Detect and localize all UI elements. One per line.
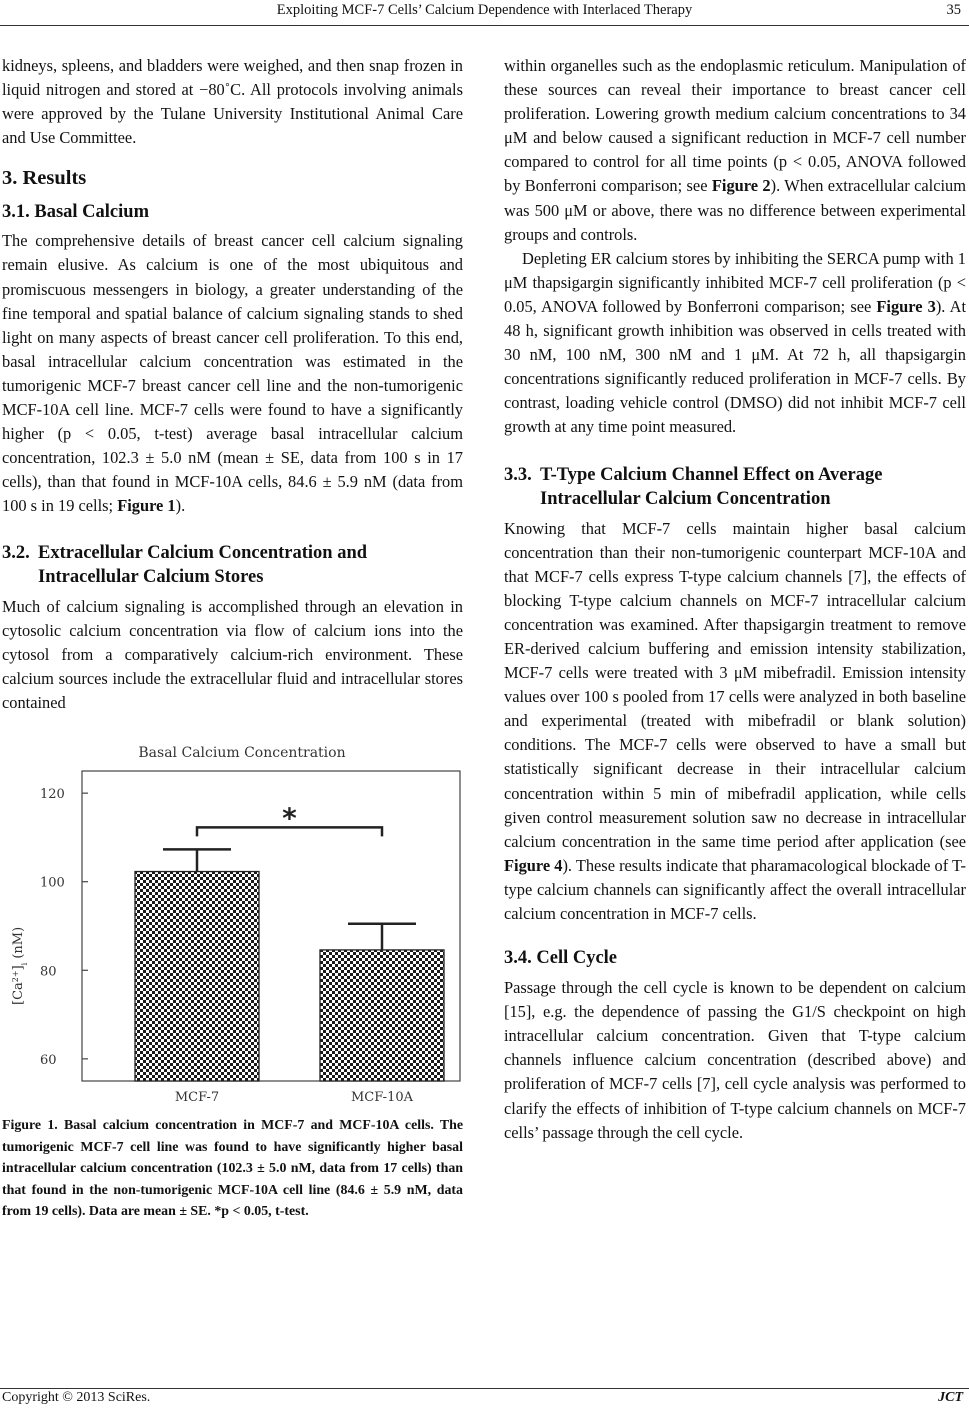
- copyright-notice: Copyright © 2013 SciRes.: [2, 1390, 151, 1405]
- journal-abbreviation: JCT: [938, 1390, 963, 1405]
- y-tick-label: 80: [40, 964, 57, 980]
- x-category-label: MCF-10A: [350, 1089, 414, 1105]
- header-rule: [0, 25, 969, 26]
- figure-4-reference[interactable]: Figure 4: [504, 855, 563, 875]
- paragraph-thapsigargin: Depleting ER calcium stores by inhibiting the SERCA pump with 1 μM thapsigargin significantly inhibited MCF-7 cell proliferation (p < 0.05, ANOVA followed by Bonferroni comparison; see Figure 3). At 48 h, significant growth inhibition was observed in cells treated with 30 nM, 100 nM, 300 nM and 1 μM. At 72 h, all thapsigargin concentrations significantly reduced proliferation in MCF-7 cells. By contrast, loading vehicle control (DMSO) did not inhibit MCF-7 cell growth at any time point measured.: [504, 248, 967, 437]
- paragraph-cell-cycle: Passage through the cell cycle is known to be dependent on calcium [15], e.g. the dependence of passing the G1/S checkpoint on high intracellular calcium concentration. Given that T-type calcium channels influence calcium concentration (described above) and proliferation of MCF-7 cells [7], cell cycle analysis was performed to clarify the effects of inhibition of T-type calcium channels on MCF-7 cells’ passage through the cell cycle.: [504, 978, 966, 1142]
- x-category-label: MCF-7: [174, 1089, 220, 1105]
- figure-1-reference[interactable]: Figure 1: [117, 496, 176, 516]
- figure-2-reference[interactable]: Figure 2: [711, 176, 771, 196]
- y-tick-label: 100: [40, 875, 65, 891]
- paragraph-basal-calcium: The comprehensive details of breast cancer cell calcium signaling remain elusive. As calcium is one of the most ubiquitous and promiscuous messengers in biology, a greater understanding of the fine temporal and spatial balance of calcium signaling stands to shed light on many aspects of breast cancer cell proliferation. To this end, basal intracellular calcium concentration was estimated in the tumorigenic MCF-7 breast cancer cell line and the non-tumorigenic MCF-10A cell line. MCF-7 cells were found to have a significantly higher (p < 0.05, t-test) average basal intracellular calcium concentration, 102.3 ± 5.0 nM (mean ± SE, data from 100 s in 17 cells), than that found in MCF-10A cells, 84.6 ± 5.9 nM (data from 100 s in 19 cells; Figure 1).: [2, 231, 463, 516]
- bar-mcf-7: [135, 871, 259, 1080]
- paragraph-organelles: within organelles such as the endoplasmic reticulum. Manipulation of these sources can reveal their importance to breast cancer cell proliferation. Lowering growth medium calcium concentrations to 34 μM and below caused a significant reduction in MCF-7 cell number compared to control for all time points (p < 0.05, ANOVA followed by Bonferroni comparison; see Figure 2). When extracellular calcium was 500 μM or above, there was no difference between experimental groups and controls.: [504, 56, 966, 244]
- subsection-cell-cycle-heading: 3.4. Cell Cycle: [504, 948, 618, 969]
- subsection-ttype-heading: 3.3. T-Type Calcium Channel Effect on Average Intracellular Calcium Concentration: [504, 464, 883, 509]
- paragraph-extracellular: Much of calcium signaling is accomplished through an elevation in cytosolic calcium concentration via flow of calcium ions into the cytosol from a comparatively calcium-rich environment. These calcium sources include the extracellular fluid and intracellular stores contained: [2, 596, 463, 712]
- section-results-heading: 3. Results: [2, 167, 87, 190]
- significance-star: *: [282, 801, 297, 835]
- paragraph-methods-end: kidneys, spleens, and bladders were weighed, and then snap frozen in liquid nitrogen and stored at −80˚C. All protocols involving animals were approved by the Tulane University Institutional Animal Care and Use Committee.: [2, 56, 463, 148]
- bar-mcf-10a: [320, 950, 444, 1081]
- figure-1-caption: Figure 1. Basal calcium concentration in MCF-7 and MCF-10A cells. The tumorigenic MCF-7 cell line was found to have significantly higher basal intracellular calcium concentration (102.3 ± 5.0 nM, data from 17 cells) than that found in the non-tumorigenic MCF-10A cell line (84.6 ± 5.9 nM, data from 19 cells). Data are mean ± SE. *p < 0.05, t-test.: [2, 1117, 463, 1220]
- page-number: 35: [946, 2, 961, 18]
- paragraph-ttype: Knowing that MCF-7 cells maintain higher basal calcium concentration than their non-tumorigenic counterpart MCF-10A and that MCF-7 cells express T-type calcium channels [7], the effects of blocking T-type calcium channels on MCF-7 intracellular calcium concentration was examined. After thapsigargin treatment to remove ER-derived calcium buffering and emission intensity stabilization, MCF-7 cells were treated with 3 μM mibefradil. Emission intensity values over 100 s pooled from 17 cells were analyzed in both baseline and experimental (treated with mibefradil or blank solution) conditions. The MCF-7 cells were observed to have a small but statistically significant decrease in their intracellular calcium concentration within 5 min of mibefradil application, while cells given control measurement solution saw no decrease in intracellular calcium concentration in the same time period after application (see Figure 4). These results indicate that pharamacological blockade of T-type calcium channels can significantly affect the overall intracellular calcium concentration in MCF-7 cells.: [504, 518, 966, 923]
- subsection-basal-calcium-heading: 3.1. Basal Calcium: [2, 202, 149, 223]
- page-header: [0, 0, 969, 24]
- y-tick-label: 60: [40, 1052, 57, 1068]
- left-column: [2, 54, 463, 1223]
- running-title: Exploiting MCF-7 Cells’ Calcium Dependence with Interlaced Therapy: [276, 2, 693, 18]
- y-tick-label: 120: [40, 787, 65, 803]
- y-axis-label: $[Ca^{2+}]_i$ (nM): [10, 926, 29, 1005]
- right-column: [504, 54, 966, 1145]
- chart-title: Basal Calcium Concentration: [138, 744, 346, 761]
- subsection-extracellular-heading: 3.2. Extracellular Calcium Concentration and Intracellular Calcium Stores: [2, 542, 368, 587]
- figure-3-reference[interactable]: Figure 3: [876, 296, 936, 316]
- page-footer: [0, 1384, 969, 1414]
- figure-1-chart: [2, 733, 463, 1105]
- bar-chart: [2, 733, 463, 1105]
